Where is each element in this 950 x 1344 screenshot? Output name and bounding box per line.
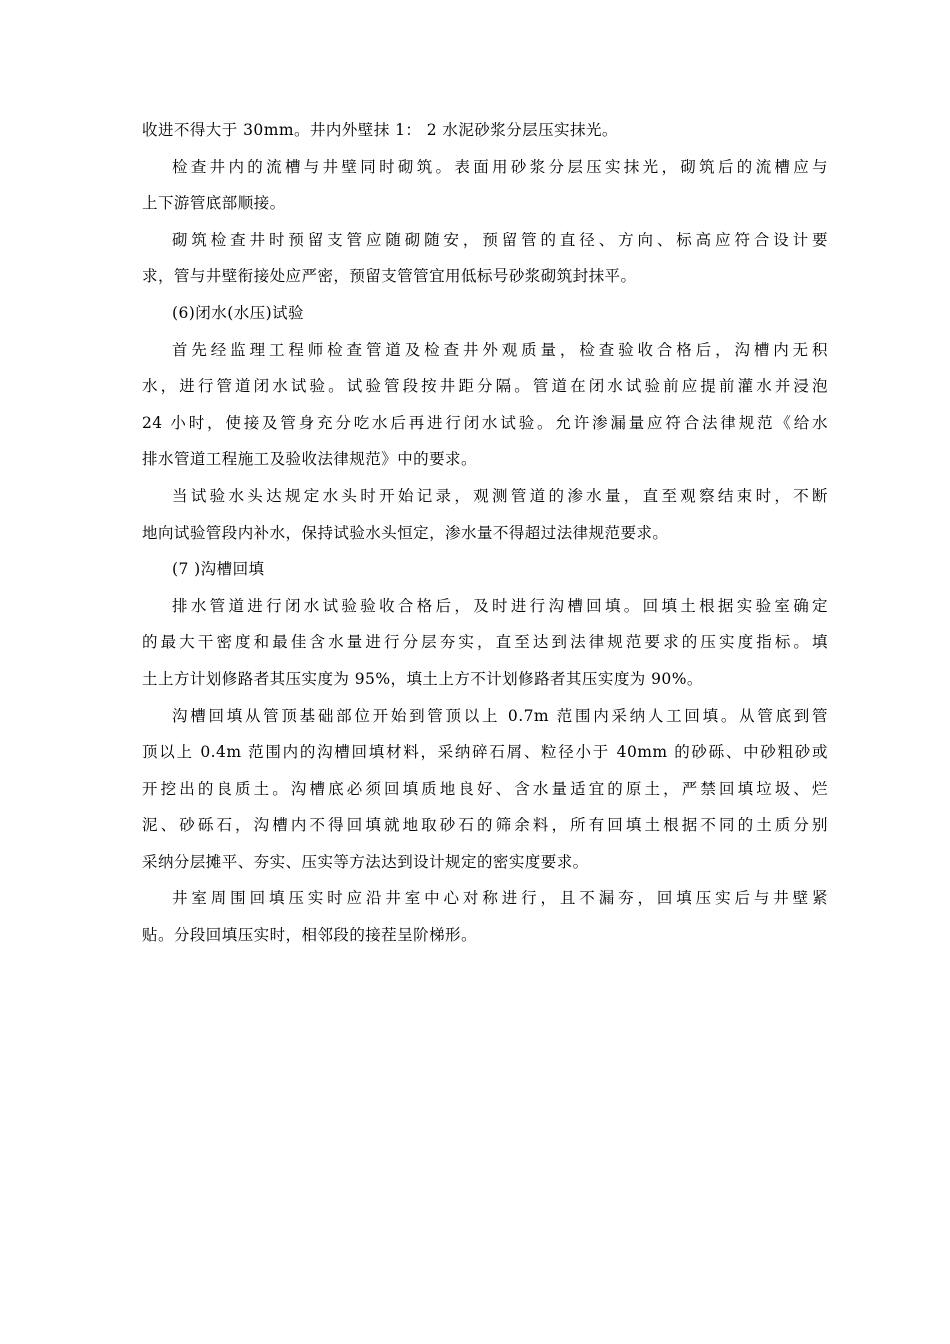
text-line: 收进不得大于 30mm。井内外壁抹 1： 2 水泥砂浆分层压实抹光。 — [142, 121, 618, 139]
text-line: 求，管与井壁衔接处应严密，预留支管管宜用低标号砂浆砌筑封抹平。 — [142, 267, 637, 286]
text-line: 水，进行管道闭水试验。试验管段按井距分隔。管道在闭水试验前应提前灌水并浸泡 — [142, 377, 828, 396]
text-line: 沟槽回填从管顶基础部位开始到管顶以上 0.7m 范围内采纳人工回填。从管底到管 — [172, 706, 828, 725]
text-line: 顶以上 0.4m 范围内的沟槽回填材料，采纳碎石屑、粒径小于 40mm 的砂砾、中砂粗砂或 — [142, 743, 828, 762]
text-line: 排水管道工程施工及验收法律规范》中的要求。 — [142, 450, 477, 469]
text-line: 土上方计划修路者其压实度为 95%，填土上方不计划修路者其压实度为 90%。 — [142, 669, 703, 688]
document-body — [142, 112, 828, 954]
text-line: 首先经监理工程师检查管道及检查井外观质量，检查验收合格后，沟槽内无积 — [172, 340, 828, 359]
text-line: 开挖出的良质土。沟槽底必须回填质地良好、含水量适宜的原土，严禁回填垃圾、烂 — [142, 779, 828, 798]
text-line: 上下游管底部顺接。 — [142, 194, 286, 213]
text-line: 砌筑检查井时预留支管应随砌随安，预留管的直径、方向、标高应符合设计要 — [172, 230, 828, 249]
text-line: 检查井内的流槽与井壁同时砌筑。表面用砂浆分层压实抹光，砌筑后的流槽应与 — [172, 157, 828, 176]
text-line: 泥、砂砾石，沟槽内不得回填就地取砂石的筛余料，所有回填土根据不同的土质分别 — [142, 816, 828, 835]
text-line: 当试验水头达规定水头时开始记录，观测管道的渗水量，直至观察结束时，不断 — [172, 486, 828, 505]
text-line: 的最大干密度和最佳含水量进行分层夯实，直至达到法律规范要求的压实度指标。填 — [142, 633, 828, 652]
text-line: 排水管道进行闭水试验验收合格后，及时进行沟槽回填。回填土根据实验室确定 — [172, 596, 828, 615]
text-line: 24 小时，使接及管身充分吃水后再进行闭水试验。允许渗漏量应符合法律规范《给水 — [142, 413, 828, 432]
text-line: 地向试验管段内补水，保持试验水头恒定，渗水量不得超过法律规范要求。 — [142, 523, 669, 542]
section-heading: (6)闭水(水压)试验 — [172, 303, 305, 322]
text-line: 采纳分层摊平、夯实、压实等方法达到设计规定的密实度要求。 — [142, 852, 589, 871]
text-line: 贴。分段回填压实时，相邻段的接茬呈阶梯形。 — [142, 926, 477, 945]
text-line: 井室周围回填压实时应沿井室中心对称进行，且不漏夯，回填压实后与井壁紧 — [172, 889, 828, 908]
section-heading: (7 )沟槽回填 — [172, 560, 265, 579]
